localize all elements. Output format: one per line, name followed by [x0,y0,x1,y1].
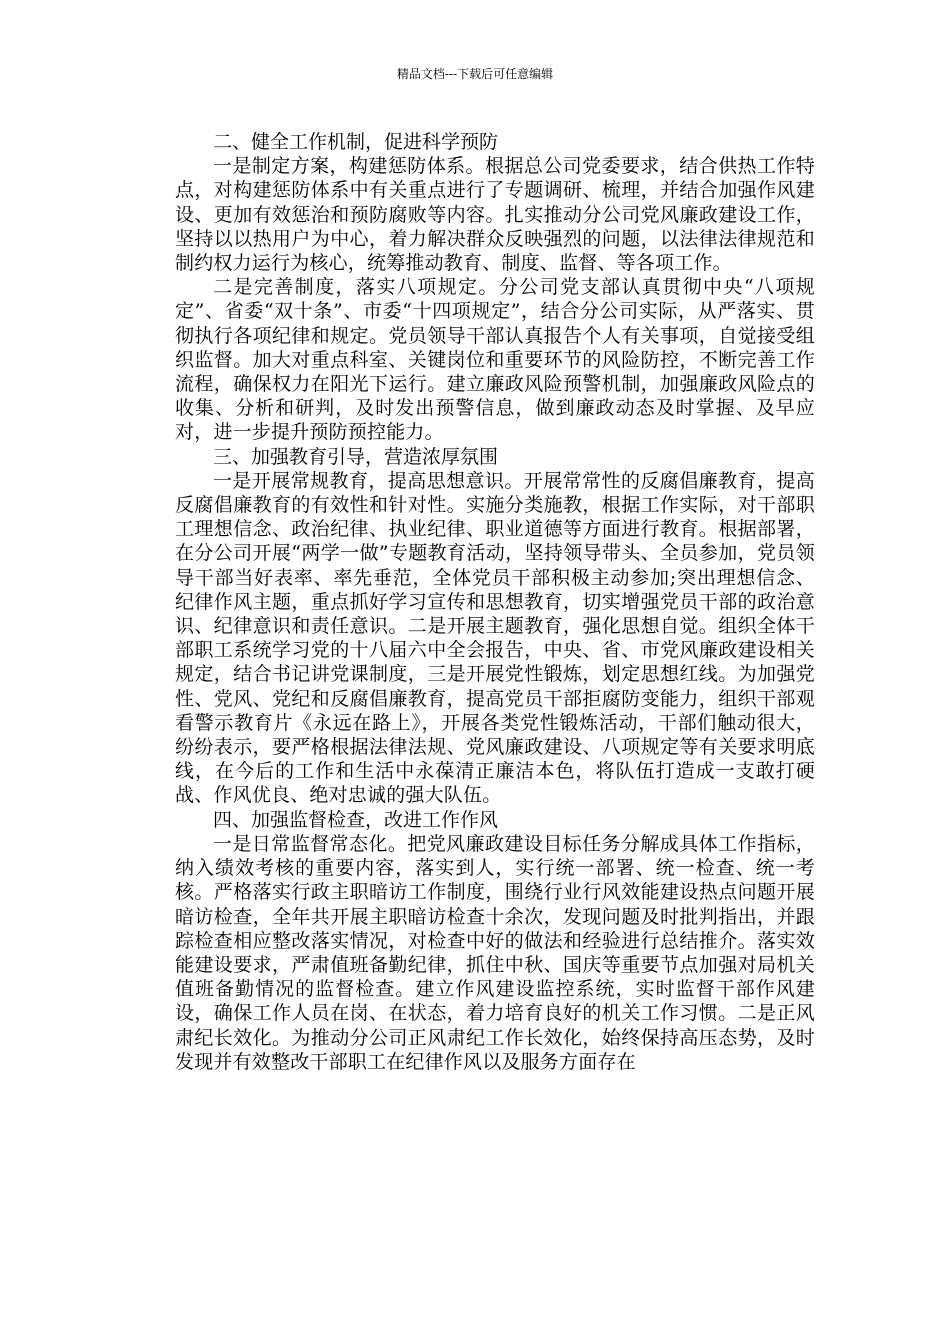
paragraph-2-2: 二是完善制度，落实八项规定。分公司党支部认真贯彻中央“八项规定”、省委“双十条”、市委“十四项规定”，结合分公司实际，从严落实、贯彻执行各项纪律和规定。党员领导干部认真报告个人有关事项，自觉接受组织监督。加大对重点科室、关键岗位和重要环节的风险防控，不断完善工作流程，确保权力在阳光下运行。建立廉政风险预警机制，加强廉政风险点的收集、分析和研判，及时发出预警信息，做到廉政动态及时掌握、及早应对，进一步提升预防预控能力。 [175,276,815,444]
section-heading-2: 二、健全工作机制，促进科学预防 [213,131,499,153]
paragraph-4-1: 一是日常监督常态化。把党风廉政建设目标任务分解成具体工作指标，纳入绩效考核的重要内容，落实到人，实行统一部署、统一检查、统一考核。严格落实行政主职暗访工作制度，围绕行业行风效能建设热点问题开展暗访检查，全年共开展主职暗访检查十余次，发现问题及时批判指出，并跟踪检查相应整改落实情况，对检查中好的做法和经验进行总结推介。落实效能建设要求，严肃值班备勤纪律，抓住中秋、国庆等重要节点加强对局机关值班备勤情况的监督检查。建立作风建设监控系统，实时监督干部作风建设，确保工作人员在岗、在状态，着力培育良好的机关工作习惯。二是正风肃纪长效化。为推动分公司正风肃纪工作长效化，始终保持高压态势，及时发现并有效整改干部职工在纪律作风以及服务方面存在 [175,832,815,1073]
page-header: 精品文档---下载后可任意编辑 [396,67,554,81]
paragraph-3-1: 一是开展常规教育，提高思想意识。开展常常性的反腐倡廉教育，提高反腐倡廉教育的有效性和针对性。实施分类施教，根据工作实际，对干部职工理想信念、政治纪律、执业纪律、职业道德等方面进行教育。根据部署，在分公司开展“两学一做”专题教育活动，坚持领导带头、全员参加，党员领导干部当好表率、率先垂范，全体党员干部积极主动参加;突出理想信念、纪律作风主题，重点抓好学习宣传和思想教育，切实增强党员干部的政治意识、纪律意识和责任意识。二是开展主题教育，强化思想自觉。组织全体干部职工系统学习党的十八届六中全会报告，中央、省、市党风廉政建设相关规定，结合书记讲党课制度，三是开展党性锻炼，划定思想红线。为加强党性、党风、党纪和反腐倡廉教育，提高党员干部拒腐防变能力，组织干部观看警示教育片《永远在路上》，开展各类党性锻炼活动，干部们触动很大，纷纷表示，要严格根据法律法规、党风廉政建设、八项规定等有关要求明底线，在今后的工作和生活中永葆清正廉洁本色，将队伍打造成一支敢打硬战、作风优良、绝对忠诚的强大队伍。 [175,469,815,807]
paragraph-2-1: 一是制定方案，构建惩防体系。根据总公司党委要求，结合供热工作特点，对构建惩防体系中有关重点进行了专题调研、梳理，并结合加强作风建设、更加有效惩治和预防腐败等内容。扎实推动分公司党风廉政建设工作，坚持以以热用户为中心，着力解决群众反映强烈的问题，以法律法律规范和制约权力运行为核心，统筹推动教育、制度、监督、等各项工作。 [175,155,815,275]
section-heading-4: 四、加强监督检查，改进工作作风 [213,808,499,831]
section-heading-3: 三、加强教育引导，营造浓厚氛围 [213,445,499,468]
document-body [175,130,815,1074]
